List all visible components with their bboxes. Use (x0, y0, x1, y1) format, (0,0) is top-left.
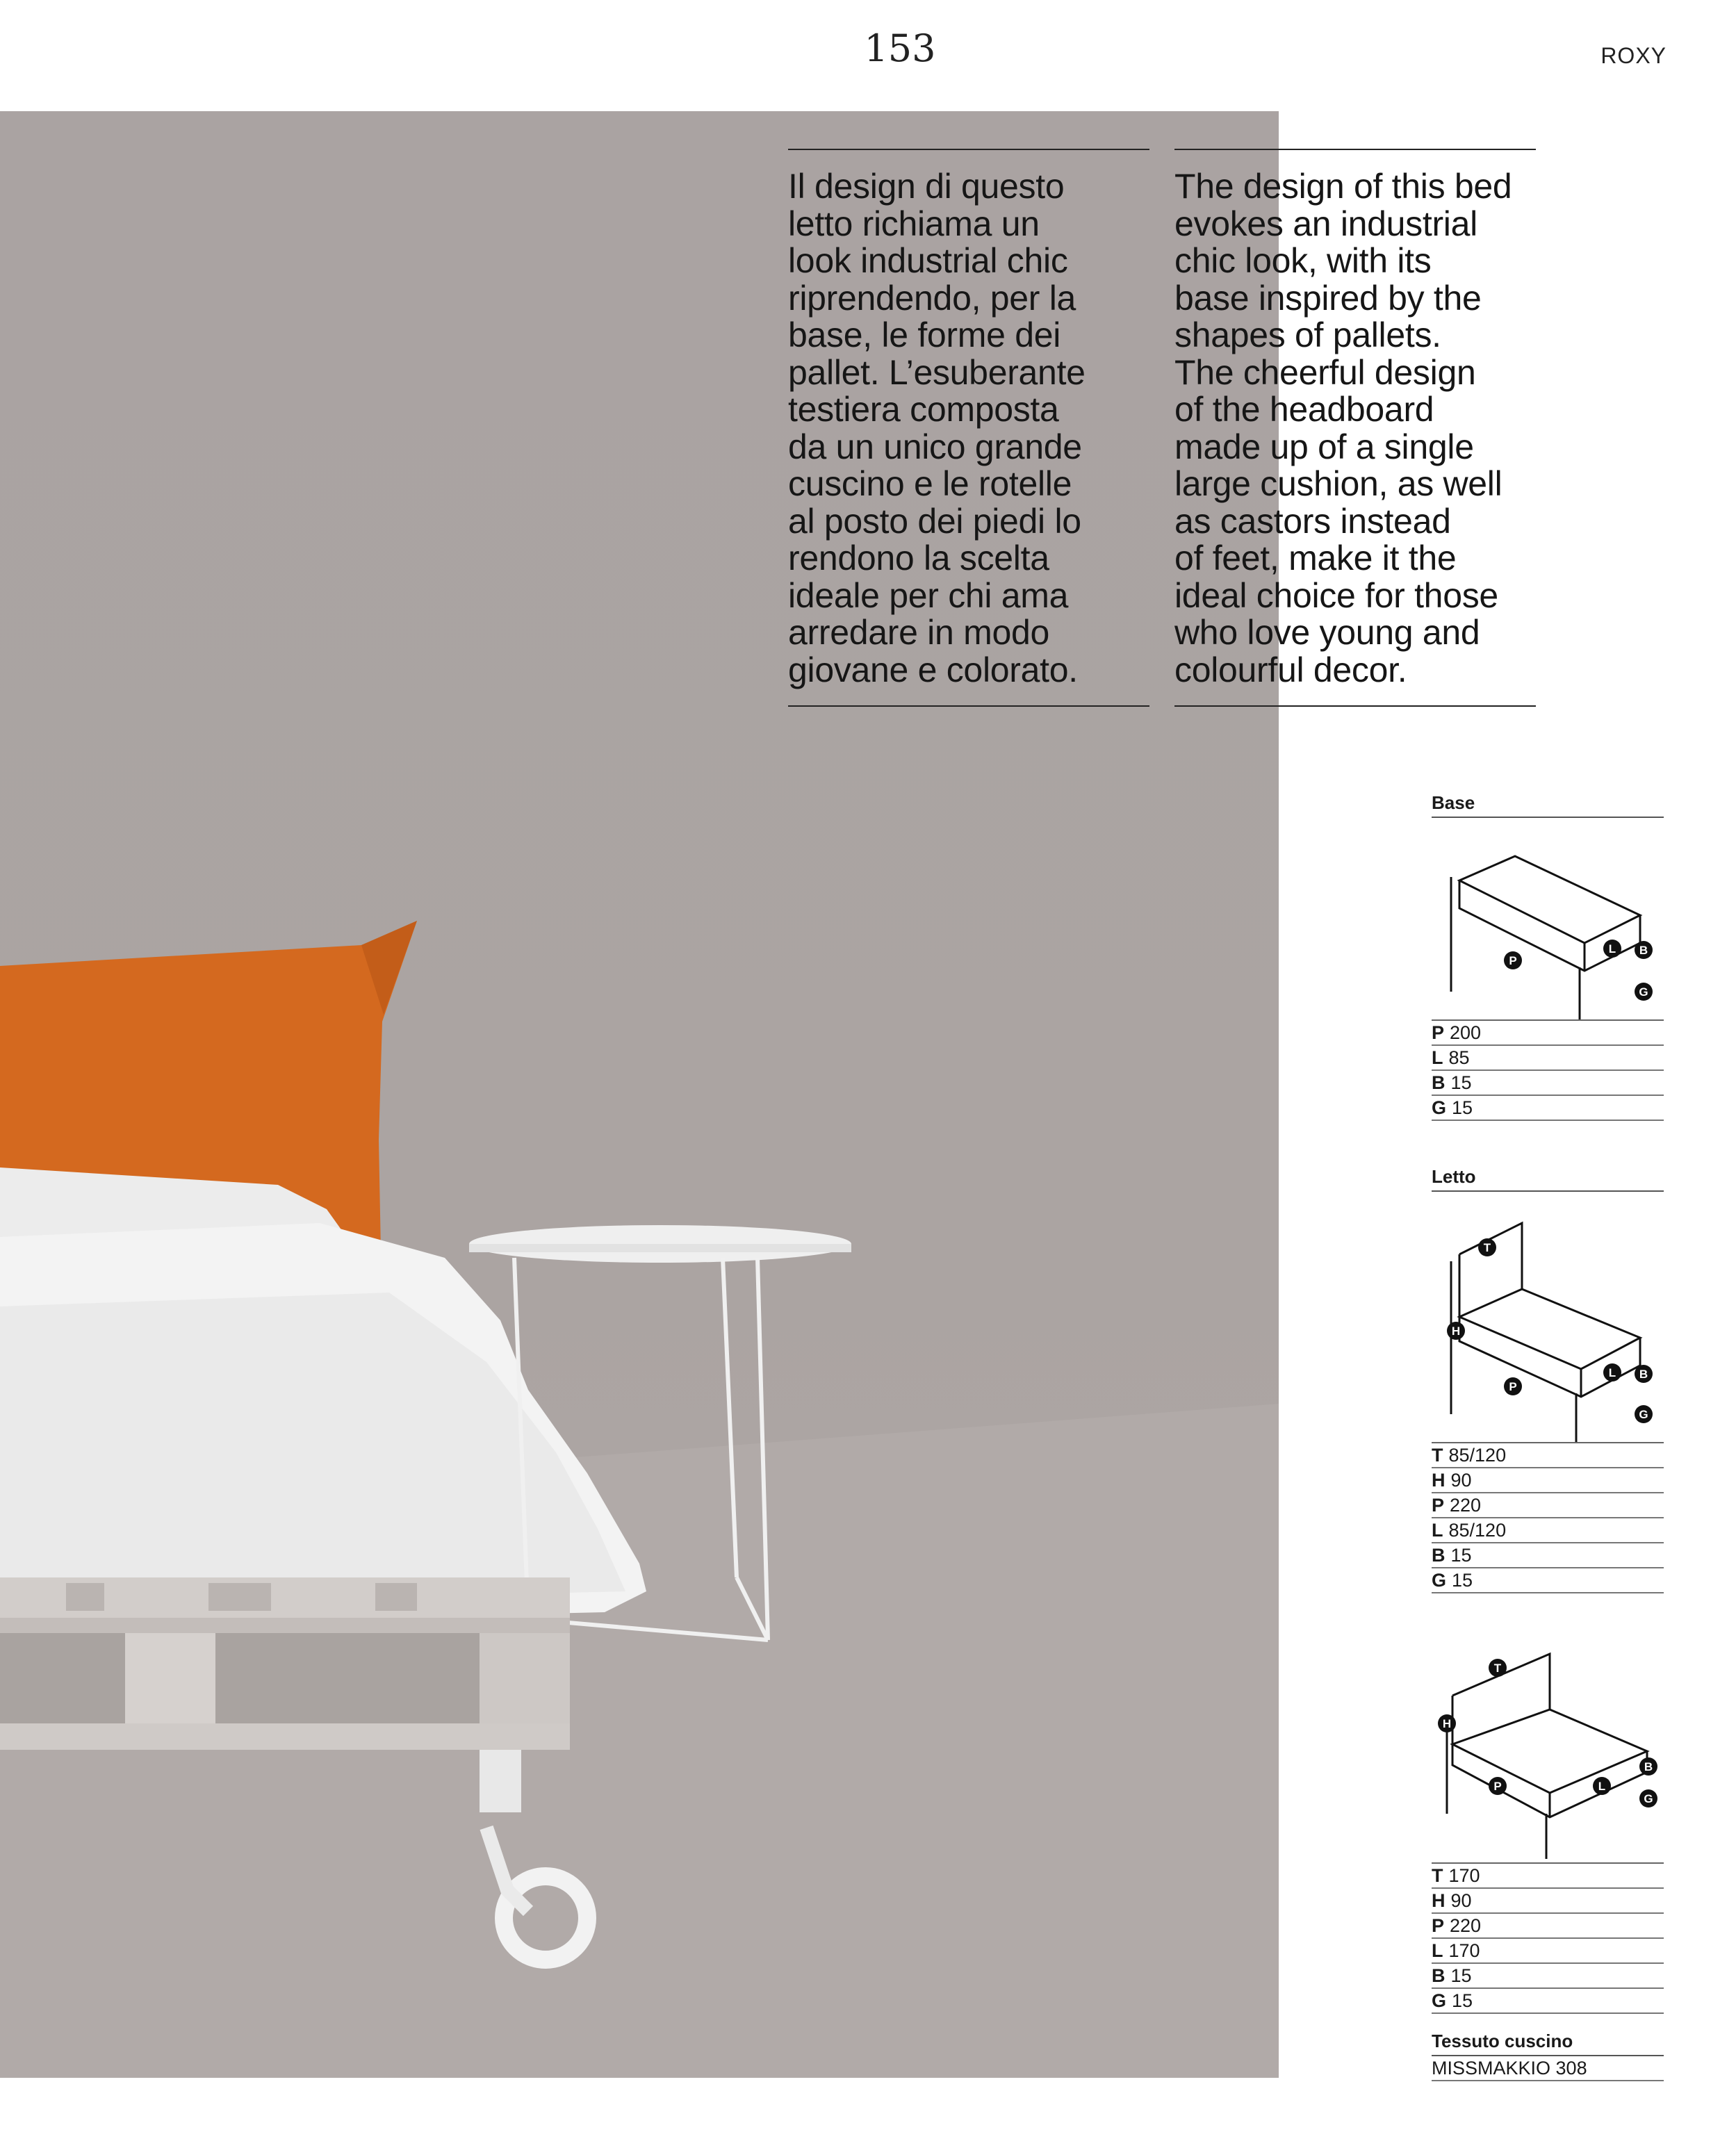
label-b: B (1639, 1368, 1648, 1381)
label-p: P (1509, 954, 1517, 967)
label-g: G (1639, 985, 1648, 999)
italian-text: Il design di questo letto richiama un look industrial chic riprendendo, per la base, le forme dei pallet. L’esuberante testiera composta da un unico grande cuscino e le rotelle al posto dei piedi lo rendono la scelta ideale per chi ama arredare in modo giovane e colorato. (788, 167, 1086, 689)
base-diagram (1432, 818, 1664, 1019)
spec-double (1432, 1619, 1664, 2014)
spec-row: L 85 (1432, 1046, 1664, 1071)
label-b: B (1639, 944, 1648, 957)
pallet-bottom (0, 1723, 570, 1750)
spec-table-letto (1432, 1442, 1664, 1593)
spec-table-base (1432, 1019, 1664, 1121)
fabric-title: Tessuto cuscino (1432, 2031, 1664, 2056)
spec-row: G 15 (1432, 1989, 1664, 2014)
double-bed-diagram (1432, 1619, 1664, 1862)
spec-title-base: Base (1432, 792, 1664, 818)
label-l: L (1598, 1780, 1606, 1793)
spec-row: B 15 (1432, 1964, 1664, 1989)
spec-row: B 15 (1432, 1071, 1664, 1096)
pallet-beam (0, 1618, 570, 1633)
letto-diagram (1432, 1192, 1664, 1442)
spec-row: L 85/120 (1432, 1518, 1664, 1543)
spec-table-double (1432, 1862, 1664, 2014)
label-h: H (1442, 1717, 1452, 1730)
spec-row: H 90 (1432, 1468, 1664, 1493)
sheet-fold (0, 1293, 625, 1605)
spec-base (1432, 792, 1664, 1121)
page-number: 153 (864, 26, 936, 70)
label-t: T (1493, 1662, 1502, 1675)
spec-row: G 15 (1432, 1568, 1664, 1593)
spec-row: T 170 (1432, 1864, 1664, 1889)
spec-row: T 85/120 (1432, 1443, 1664, 1468)
fabric-value: MISSMAKKIO 308 (1432, 2056, 1664, 2081)
spec-row: G 15 (1432, 1096, 1664, 1121)
label-p: P (1509, 1380, 1517, 1393)
english-text: The design of this bed evokes an industrial chic look, with its base inspired by the shapes of pallets. The cheerful design of the headboard made up of a single large cushion, as well as castors instead of feet, make it the ideal choice for those who love young and colourful decor. (1174, 167, 1512, 689)
spec-row: P 220 (1432, 1493, 1664, 1518)
spec-letto (1432, 1166, 1664, 1593)
pallet-block-right (480, 1633, 570, 1723)
spec-row: P 220 (1432, 1914, 1664, 1939)
label-g: G (1639, 1408, 1648, 1421)
spec-title-letto: Letto (1432, 1166, 1664, 1192)
description-english (1174, 149, 1536, 707)
brand-name: ROXY (1600, 43, 1667, 68)
spec-row: L 170 (1432, 1939, 1664, 1964)
label-h: H (1451, 1325, 1461, 1338)
castor-bracket (480, 1750, 521, 1812)
spec-row: B 15 (1432, 1543, 1664, 1568)
spec-fabric (1432, 2031, 1664, 2081)
label-t: T (1483, 1241, 1491, 1254)
label-p: P (1493, 1780, 1502, 1793)
description-italian (788, 149, 1149, 707)
label-b: B (1644, 1760, 1653, 1773)
spec-row: P 200 (1432, 1021, 1664, 1046)
pallet-block (125, 1633, 215, 1723)
label-l: L (1608, 942, 1616, 956)
table-edge (469, 1244, 851, 1252)
label-g: G (1644, 1792, 1653, 1805)
spec-row: H 90 (1432, 1889, 1664, 1914)
label-l: L (1608, 1366, 1616, 1379)
